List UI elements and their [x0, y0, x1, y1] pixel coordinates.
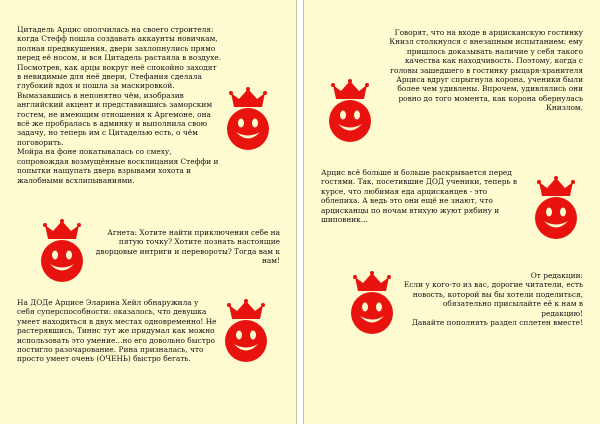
buckthorn-paragraph: Арцис всё больше и больше раскрывается перед гостями. Так, посетившие ДОД ученики, теперь в курсе, что любимая еда арцисканцев - это облепиха. А ведь это они ещё не знают, что арцисканцы по ночам втихую жуют рябину и шиповник...	[321, 168, 517, 225]
crowned-smiley-icon	[222, 86, 274, 152]
crowned-smiley-icon	[346, 270, 398, 336]
crowned-smiley-icon	[220, 298, 272, 364]
crowned-smiley-icon	[36, 218, 88, 284]
knizl-paragraph: Говорят, что на входе в арцисканскую гостинку Книзл столкнулся с внезапным испытанием: ему пришлось доказывать наличие у себя такого качества как находчивость. Поэтому, когда с головы зашедшего в гостинку рыцаря-хранителя Арциса вдруг спрыгнула корона, ученики были более чем удивлены. Впрочем, удивлялись они ровно до того момента, как корона обернулась Книзлом.	[389, 28, 583, 113]
elarina-paragraph: На ДОДе Арцисе Эларина Хейл обнаружила у себя суперспособности: оказалось, что девушка умеет находиться в двух местах одновременно! Не растерявшись, Тиннс тут же придумал как можно использовать это умение...но его довольно быстро постигло разочарование. Рина призналась, что просто умеет очень (ОЧЕНЬ) быстро бегать.	[17, 298, 217, 364]
left-page	[0, 0, 297, 424]
crowned-smiley-icon	[530, 175, 582, 241]
crowned-smiley-icon	[324, 78, 376, 144]
gossip-paragraph-citadel: Цитадель Арцис ополчилась на своего строителя: когда Стефф пошла создавать аккаунты новичкам, полная предвкушения, двери захлопнулись прямо перед её носом, и вся Цитадель растаяла в воздухе. Посмотрев, как арцы вокруг неё спокойно заходят в невидимые для неё двери, Стефания сделала глубокий вдох и пошла за маскировкой. Вымазавшись в непонятно чём, изобразив английский акцент и представившись заморским гостем, не имеющим отношения к Аргемоне, она всё же пробралась в админку и выполнила свою задачу, но теперь им с Цитаделью есть, о чём поговорить. Мойра на фоне покатывалась со смеху, сопровождая возмущённые восклицания Стеффи и попытки нащупать дверь взрывами хохота и жалобными всхлипываниями.	[17, 25, 222, 185]
right-page	[303, 0, 600, 424]
agneta-paragraph: Агнета: Хотите найти приключения себе на пятую точку? Хотите познать настоящие дворцовые интриги и перевороты? Тогда вам к нам!	[95, 228, 280, 266]
editorial-paragraph: От редакции: Если у кого-то из вас, дорогие читатели, есть новость, которой вы бы хотели поделиться, обязательно присылайте её к нам в редакцию! Давайте пополнять раздел сплетен вместе!	[403, 271, 583, 328]
